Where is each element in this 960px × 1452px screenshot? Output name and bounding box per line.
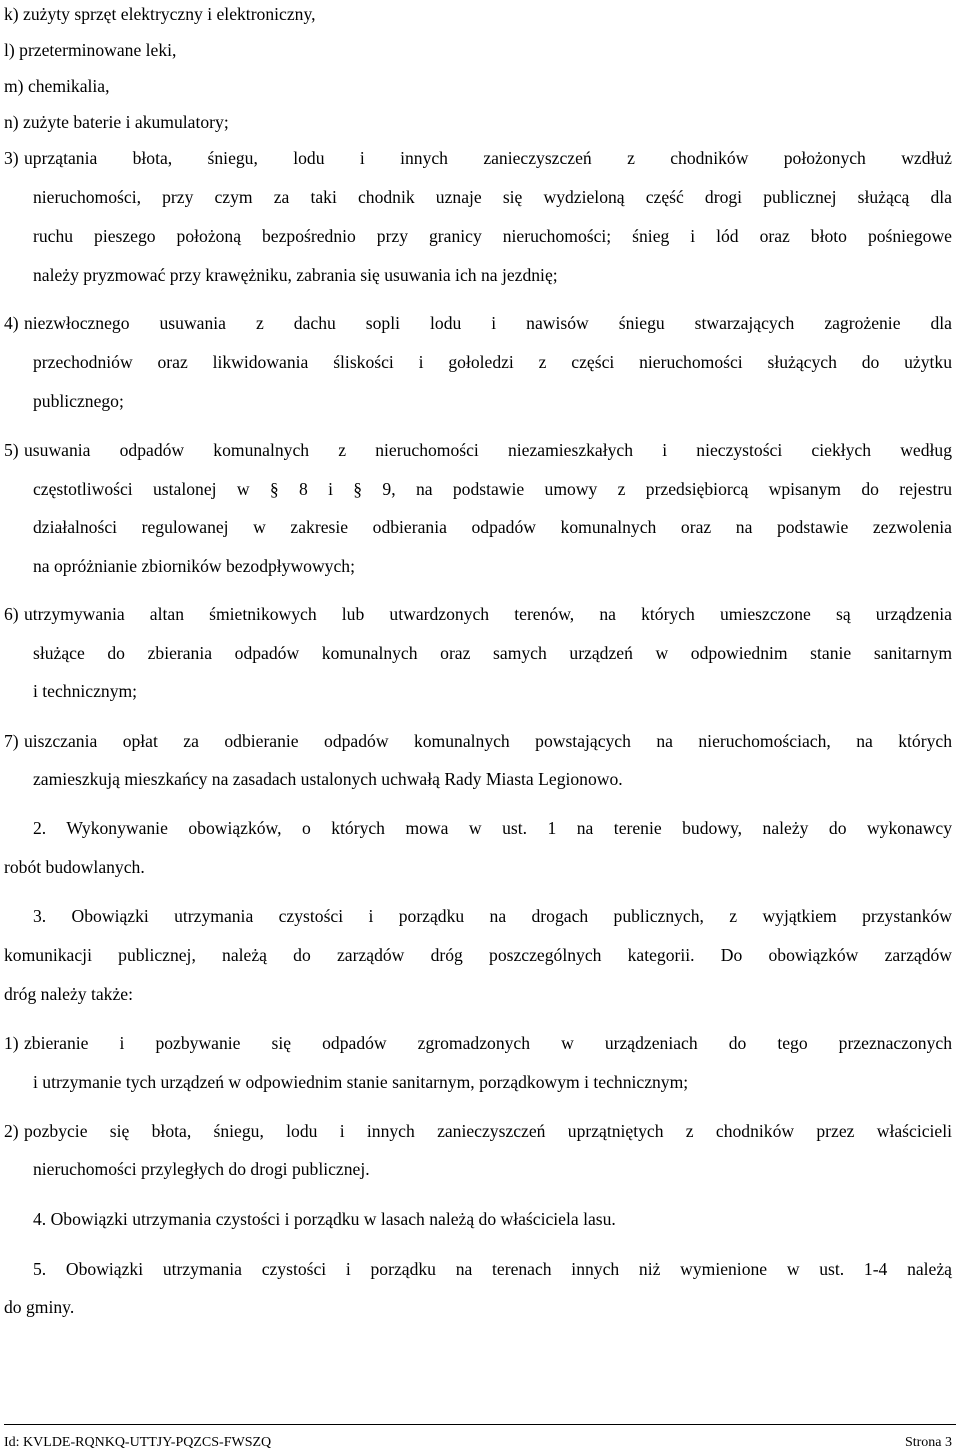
subitem-1-line-2: i utrzymanie tych urządzeń w odpowiednim stanie sanitarnym, porządkowym i technicznym; [33,1072,689,1092]
subitem-2-number: 2) [4,1121,19,1141]
paragraph-3-line-1: 3. Obowiązki utrzymania czystości i porządku na drogach publicznych, z wyjątkiem przystanków [33,906,952,926]
paragraph-3-line-2: komunikacji publicznej, należą do zarządów dróg poszczególnych kategorii. Do obowiązków zarządów [4,945,952,965]
paragraph-5-line-2: do gminy. [4,1297,75,1317]
footer-divider [4,1424,956,1425]
paragraph-3-line-3: dróg należy także: [4,984,133,1004]
item-6-line-2: służące do zbierania odpadów komunalnych oraz samych urządzeń w odpowiednim stanie sanitarnym [33,643,952,663]
list-item-n: n) zużyte baterie i akumulatory; [4,112,229,132]
item-3-line-1: uprzątania błota, śniegu, lodu i innych zanieczyszczeń z chodników położonych wzdłuż [24,148,952,168]
item-5-number: 5) [4,440,19,460]
item-3-number: 3) [4,148,19,168]
item-5-line-1: usuwania odpadów komunalnych z nieruchomości niezamieszkałych i nieczystości ciekłych według [24,440,952,460]
item-5-line-2: częstotliwości ustalonej w § 8 i § 9, na podstawie umowy z przedsiębiorcą wpisanym do rejestru [33,479,952,499]
paragraph-5-line-1: 5. Obowiązki utrzymania czystości i porządku na terenach innych niż wymienione w ust. 1-4 należą [33,1259,952,1279]
subitem-2-line-1: pozbycie się błota, śniegu, lodu i innych zanieczyszczeń uprzątniętych z chodników przez właścicieli [24,1121,952,1141]
item-6-number: 6) [4,604,19,624]
list-item-l: l) przeterminowane leki, [4,40,177,60]
item-4-line-3: publicznego; [33,391,124,411]
item-5-line-4: na opróżnianie zbiorników bezodpływowych; [33,556,355,576]
paragraph-2-line-1: 2. Wykonywanie obowiązków, o których mowa w ust. 1 na terenie budowy, należy do wykonawcy [33,818,952,838]
item-7-number: 7) [4,731,19,751]
item-4-line-2: przechodniów oraz likwidowania śliskości i gołoledzi z części nieruchomości służących do użytku [33,352,952,372]
subitem-2-line-2: nieruchomości przyległych do drogi publicznej. [33,1159,370,1179]
item-5-line-3: działalności regulowanej w zakresie odbierania odpadów komunalnych oraz na podstawie zezwolenia [33,517,952,537]
item-4-line-1: niezwłocznego usuwania z dachu sopli lodu i nawisów śniegu stwarzających zagrożenie dla [24,313,952,333]
document-id: Id: KVLDE-RQNKQ-UTTJY-PQZCS-FWSZQ [4,1435,272,1450]
paragraph-2-line-2: robót budowlanych. [4,857,145,877]
paragraph-4: 4. Obowiązki utrzymania czystości i porządku w lasach należą do właściciela lasu. [33,1209,616,1229]
item-7-line-1: uiszczania opłat za odbieranie odpadów komunalnych powstających na nieruchomościach, na których [24,731,952,751]
item-3-line-3: ruchu pieszego położoną bezpośrednio przy granicy nieruchomości; śnieg i lód oraz błoto pośniegowe [33,226,952,246]
item-6-line-1: utrzymywania altan śmietnikowych lub utwardzonych terenów, na których umieszczone są urządzenia [24,604,952,624]
item-6-line-3: i technicznym; [33,681,138,701]
page-number: Strona 3 [904,1435,952,1450]
subitem-1-line-1: zbieranie i pozbywanie się odpadów zgromadzonych w urządzeniach do tego przeznaczonych [24,1033,952,1053]
subitem-1-number: 1) [4,1033,19,1053]
list-item-k: k) zużyty sprzęt elektryczny i elektroniczny, [4,4,316,24]
item-7-line-2: zamieszkują mieszkańcy na zasadach ustalonych uchwałą Rady Miasta Legionowo. [33,769,623,789]
item-4-number: 4) [4,313,19,333]
list-item-m: m) chemikalia, [4,76,110,96]
item-3-line-4: należy pryzmować przy krawężniku, zabrania się usuwania ich na jezdnię; [33,265,558,285]
item-3-line-2: nieruchomości, przy czym za taki chodnik uznaje się wydzieloną część drogi publicznej służącą dla [33,187,952,207]
